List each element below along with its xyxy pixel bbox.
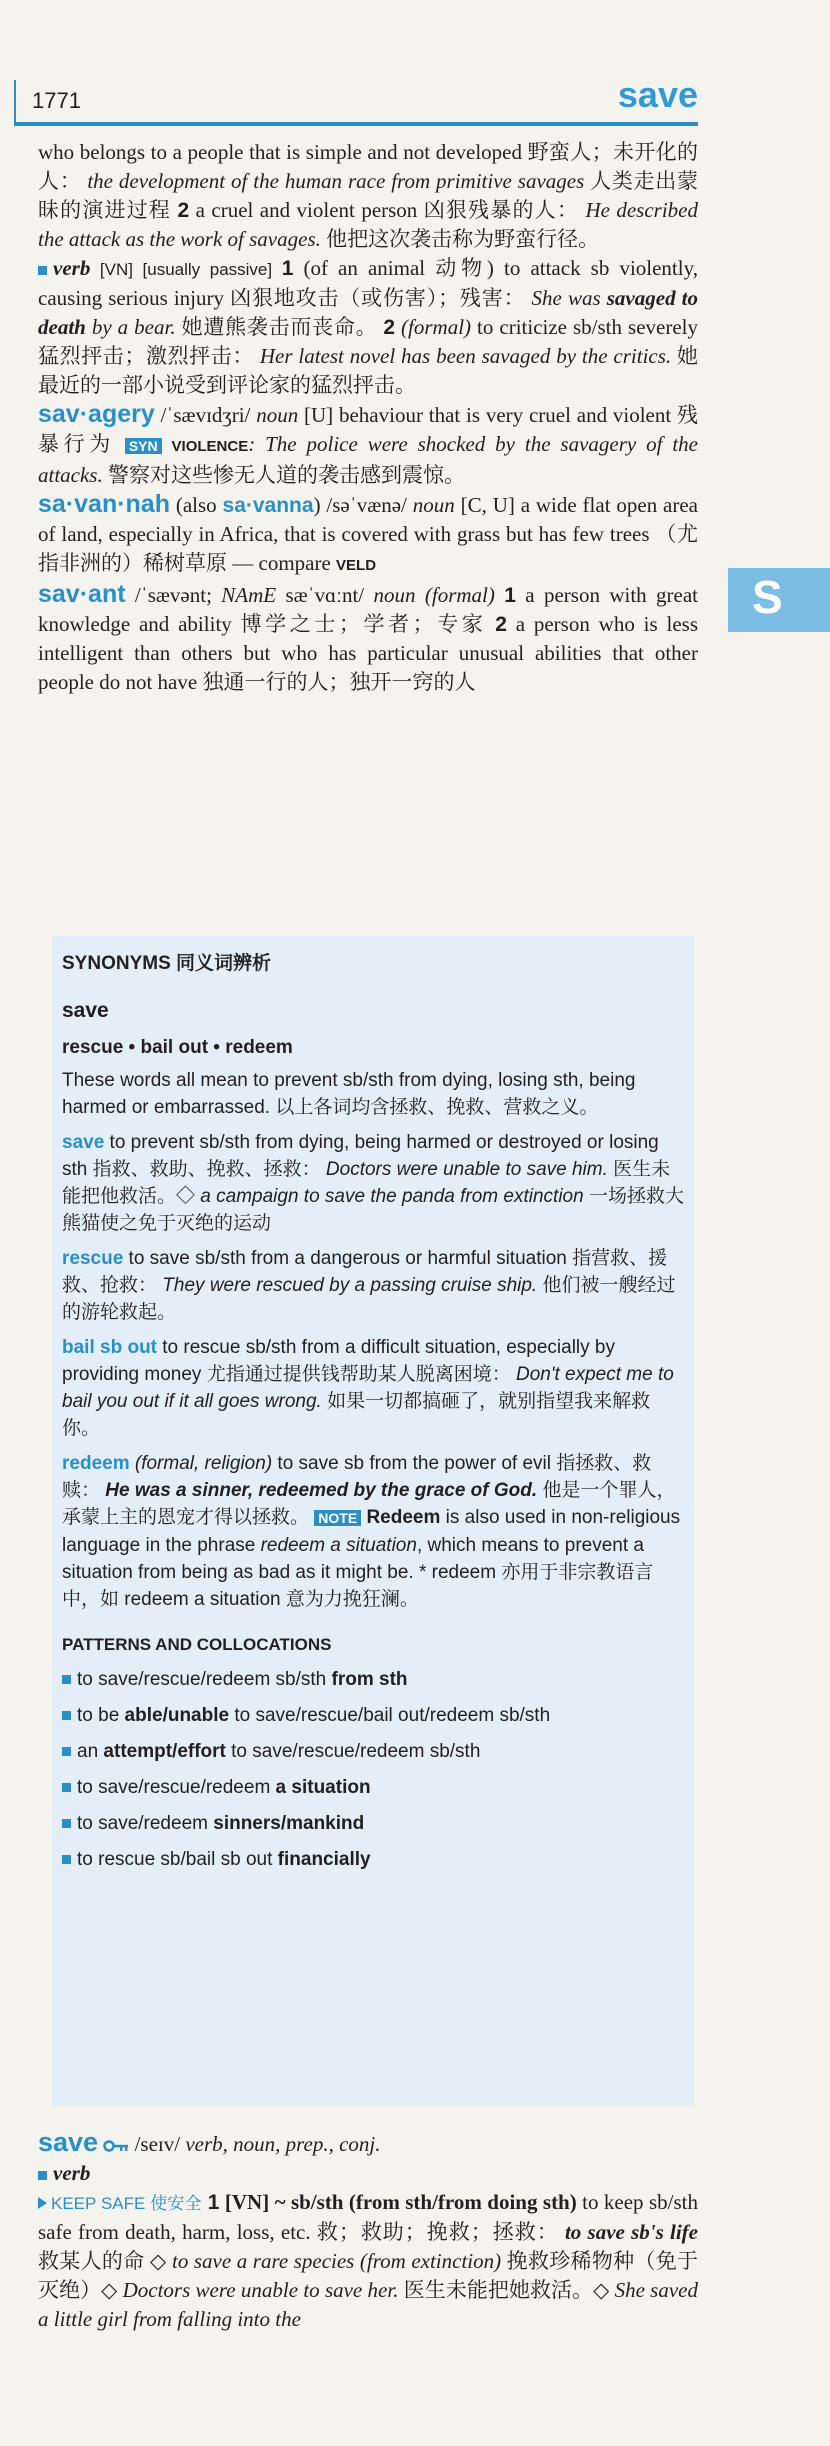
translation-text: 救某人的命 ◇ (38, 2249, 172, 2273)
synonym-headword: bail sb out (62, 1337, 157, 1358)
part-of-speech: noun (373, 583, 416, 607)
register-label: (formal) (415, 583, 505, 607)
pattern-bold: from sth (331, 1669, 408, 1690)
example-text: He described the attack as the work of savages. (38, 198, 699, 251)
pattern-text: to rescue sb/bail sb out (77, 1849, 278, 1870)
synonyms-intro: These words all mean to prevent sb/sth from dying, losing sth, being harmed or embarrassed. 以上各词均含拯救、挽救、营救之义。 (62, 1070, 636, 1118)
bullet-icon (38, 266, 47, 275)
pattern-item (62, 1846, 684, 1873)
translation-text: 他们被一艘经过的游轮救起。 (62, 1275, 676, 1323)
save-headline (38, 2128, 698, 2159)
synonyms-word: save (62, 999, 109, 1022)
example-text: They were rescued by a passing cruise ship. (157, 1275, 543, 1296)
pattern-text: to be (77, 1705, 125, 1726)
example-bold: savaged to death (38, 286, 698, 339)
pattern-text: an (77, 1741, 104, 1762)
part-of-speech: verb (53, 2161, 91, 2185)
translation-text: 警察对这些惨无人道的袭击感到震惊。 (107, 463, 465, 487)
pattern-text: to save/rescue/bail out/redeem sb/sth (229, 1705, 551, 1726)
definition-text: (of an animal 动物) to attack sb violently, causing serious injury 凶狠地攻击（或伤害）；残害： (38, 256, 698, 310)
bullet-icon (62, 1711, 71, 1720)
example-text: to save a rare species (from extinction) (172, 2249, 502, 2273)
part-of-speech: noun (256, 403, 299, 427)
headword: sav·ant (38, 580, 126, 608)
pattern-bold: attempt/effort (103, 1741, 226, 1762)
variant-headword: sa·vanna (222, 494, 314, 517)
definition-text: to prevent sb/sth from dying, being harmed or destroyed or losing sth 指救、救助、挽救、拯救： (62, 1132, 659, 1180)
pattern-text: to save/rescue/redeem sb/sth (225, 1741, 481, 1762)
headword: sa·van·nah (38, 490, 170, 518)
pattern-item (62, 1702, 684, 1729)
entry-savage-continued (38, 138, 698, 254)
bullet-icon (38, 2171, 47, 2180)
sense-number: 2 (495, 613, 507, 636)
pronunciation: /ˈsævənt; (125, 583, 222, 607)
bullet-icon (62, 1855, 71, 1864)
cross-reference[interactable]: VELD (336, 557, 377, 574)
grammar-code: [VN] [usually passive] (90, 260, 282, 279)
example-text: the development of the human race from primitive savages (81, 169, 591, 193)
region-label: NAmE (221, 583, 277, 607)
grammar-pattern: [VN] ~ sb/sth (from sth/from doing sth) (219, 2190, 577, 2214)
definition-text: to save sb from the power of evil 指拯救、救赎： (62, 1453, 652, 1501)
note-badge: NOTE (314, 1510, 361, 1526)
pattern-text: to save/redeem (77, 1813, 214, 1834)
translation-text: 她遭熊袭击而丧命。 (181, 315, 384, 339)
part-of-speech: verb (53, 256, 91, 280)
example-text: Doctors were unable to save her. (122, 2278, 399, 2302)
translation-text: 他是一个罪人，承蒙上主的恩宠才得以拯救。 (62, 1480, 676, 1528)
headword: sav·agery (38, 400, 155, 428)
synonym-save (62, 1129, 684, 1237)
pronunciation: sæˈvɑːnt/ (276, 583, 374, 607)
patterns-list (62, 1666, 684, 1873)
part-of-speech-list: verb, noun, prep., conj. (185, 2132, 381, 2156)
bullet-icon (62, 1783, 71, 1792)
guideword: save (617, 74, 698, 115)
pattern-text: to save/rescue/redeem (77, 1777, 276, 1798)
example-text: He was a sinner, redeemed by the grace of God. (100, 1480, 543, 1501)
synonym-headword: redeem (62, 1453, 130, 1474)
definition-text: to rescue sb/sth from a difficult situation, especially by providing money 尤指通过提供钱帮助某人脱离困境： (62, 1337, 615, 1385)
translation-text: 如果一切都搞砸了，就别指望我来解救你。 (62, 1391, 651, 1439)
save-verb-label (38, 2159, 698, 2188)
translation-text: 医生未能把她救活。◇ (398, 2278, 615, 2302)
pattern-item (62, 1738, 684, 1765)
bullet-icon (62, 1675, 71, 1684)
pattern-bold: a situation (275, 1777, 371, 1798)
pattern-item (62, 1666, 684, 1693)
entry-savagery (38, 400, 698, 490)
patterns-title: PATTERNS AND COLLOCATIONS (62, 1635, 332, 1654)
translation-text: 医生未能把他救活。◇ (62, 1159, 671, 1207)
shortcut-label[interactable]: KEEP SAFE 使安全 (51, 2194, 202, 2213)
example-text: by a bear. (85, 315, 182, 339)
sense-number: 1 (281, 257, 294, 280)
example-text: She was (525, 286, 607, 310)
sense-number: 1 (504, 584, 516, 607)
key-icon (103, 2139, 129, 2153)
definition-text: a person with great knowledge and ability 博学之士；学者；专家 (38, 583, 698, 636)
thumb-index-letter: S (752, 571, 783, 623)
definition-text: to keep sb/sth safe from death, harm, loss, etc. 救；救助；挽救；拯救： (38, 2190, 698, 2244)
synonym-bail-out (62, 1334, 684, 1442)
dictionary-column (38, 138, 698, 697)
pattern-bold: able/unable (124, 1705, 230, 1726)
pronunciation: /seɪv/ (129, 2132, 186, 2156)
variant-label: (also (169, 493, 223, 517)
header-tick (14, 80, 16, 126)
entry-savannah (38, 490, 698, 580)
definition-text: to criticize sb/sth severely 猛烈抨击；激烈抨击： (38, 315, 698, 368)
page-number: 1771 (32, 88, 81, 113)
pattern-text: to save/rescue/redeem sb/sth (77, 1669, 332, 1690)
definition-text: to save sb/sth from a dangerous or harmful situation 指营救、援救、抢救： (62, 1248, 668, 1296)
definition-text: [U] behaviour that is very cruel and violent 残暴行为 (38, 403, 699, 456)
translation-text: 挽救珍稀物种（免于灭绝）◇ (38, 2249, 699, 2302)
sense-number: 1 (201, 2191, 220, 2214)
pattern-bold: sinners/mankind (213, 1813, 365, 1834)
synonyms-group: rescue • bail out • redeem (62, 1037, 293, 1058)
definition-text: a person who is less intelligent than others but who has particular unusual abilities that other people do not have 独通一行的人；独开一窍的人 (38, 612, 699, 694)
definition-text: who belongs to a people that is simple and not developed 野蛮人；未开化的人： (38, 140, 698, 193)
example-text: Doctors were unable to save him. (320, 1159, 614, 1180)
example-text: : The police were shocked by the savagery of the attacks. (38, 432, 699, 487)
register-label: (formal) (395, 315, 472, 339)
note-phrase: redeem a situation (260, 1535, 417, 1556)
synonym-word: VIOLENCE (171, 438, 249, 455)
thumb-index-tab[interactable] (728, 568, 830, 632)
synonyms-box (52, 936, 694, 2106)
translation-text: 一场拯救大熊猫使之免于灭绝的运动 (62, 1186, 684, 1234)
bullet-icon (62, 1747, 71, 1756)
sense-number: 2 (177, 199, 190, 222)
part-of-speech: noun (412, 493, 455, 517)
page-header (14, 74, 698, 126)
register-label: (formal, religion) (129, 1453, 273, 1474)
definition-text: [C, U] a wide flat open area of land, especially in Africa, that is covered with grass but has few trees （尤指非洲的）稀树草原 — compare (38, 493, 699, 575)
pattern-bold: financially (277, 1849, 371, 1870)
note-text: , which means to prevent a situation from being as bad as it might be. * redeem 亦用于非宗教语言中，如 redeem a situation 意为力挽狂澜。 (62, 1535, 654, 1610)
synonym-headword: rescue (62, 1248, 124, 1269)
pattern-item (62, 1774, 684, 1801)
header-rule (14, 122, 698, 126)
definition-text: a cruel and violent person 凶狠残暴的人： (189, 198, 580, 222)
entry-save (38, 2128, 698, 2334)
synonym-rescue (62, 1245, 684, 1326)
entry-savage-verb (38, 254, 698, 400)
note-text: is also used in non-religious language in the phrase (62, 1507, 681, 1556)
example-text: Don't expect me to bail you out if it all goes wrong. (62, 1364, 674, 1412)
pronunciation: /ˈsævɪdʒri/ (154, 403, 257, 427)
synonym-redeem (62, 1450, 684, 1613)
synonym-headword: save (62, 1132, 105, 1153)
example-bold: to save sb's life (558, 2220, 698, 2244)
pronunciation: ) /səˈvænə/ (313, 493, 413, 517)
entry-savant (38, 580, 698, 697)
arrow-icon (38, 2197, 47, 2209)
synonyms-title: SYNONYMS 同义词辨析 (62, 953, 272, 974)
example-text: She saved a little girl from falling into the (38, 2278, 699, 2331)
note-keyword: Redeem (361, 1507, 441, 1528)
translation-text: 他把这次袭击称为野蛮行径。 (326, 227, 600, 251)
bullet-icon (62, 1819, 71, 1828)
translation-text: 人类走出蒙昧的演进过程 (38, 169, 698, 222)
syn-badge: SYN (125, 438, 162, 454)
example-text: Her latest novel has been savaged by the critics. (254, 344, 677, 368)
headword: save (38, 2127, 99, 2157)
translation-text: 她最近的一部小说受到评论家的猛烈抨击。 (38, 344, 698, 397)
save-sense-1 (38, 2188, 698, 2334)
example-text: a campaign to save the panda from extinction (200, 1186, 584, 1207)
sense-number: 2 (383, 316, 396, 339)
pattern-item (62, 1810, 684, 1837)
